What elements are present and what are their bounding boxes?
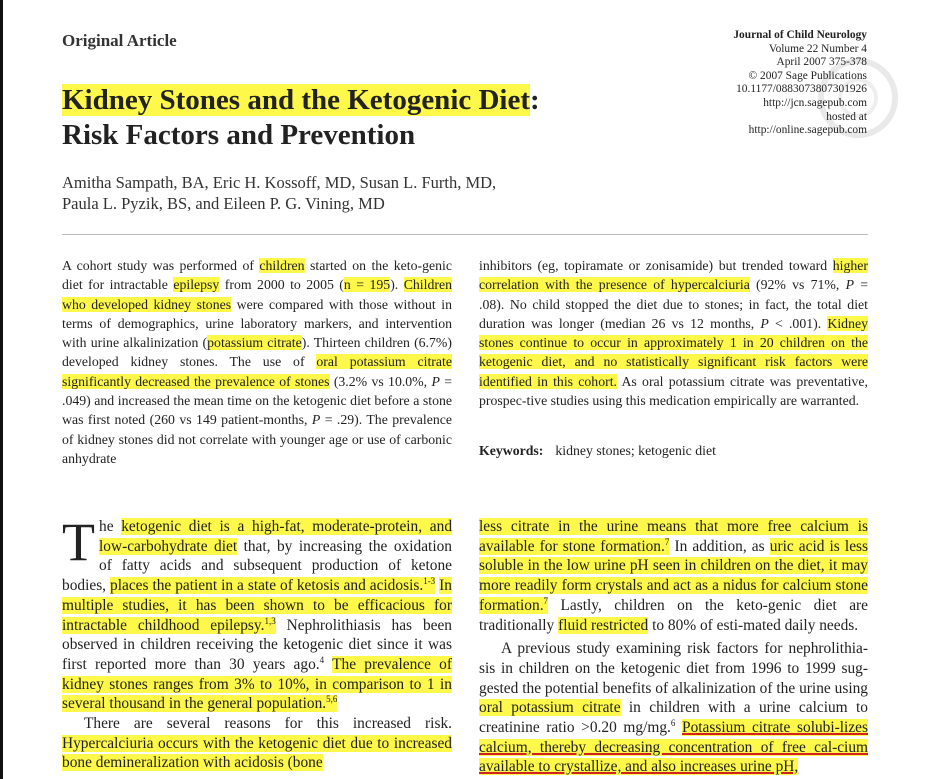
abstract-text: As oral potassium citrate was preventative, prospec-tive studies using this medication empirically are warranted. [479, 373, 868, 409]
body-text: uric acid is less soluble in the low urine pH seen in children on the diet, it may more readily form crystals and act as a nidus for calcium stone formation. [479, 537, 868, 614]
body-text: that, by increasing the oxidation of fatty acids and subsequent production of ketone bodies, [62, 537, 452, 595]
journal-doi: 10.1177/0883073807301926 [736, 83, 867, 96]
journal-hosted-label: hosted at [826, 110, 867, 123]
highlight-stone-children: Children who developed kidney stones [62, 277, 452, 312]
journal-volume: Volume 22 Number 4 [768, 42, 867, 55]
section-label: Original Article [62, 31, 177, 50]
abstract-text: inhibitors (eg, topiramate or zonisamide) but trended toward [479, 258, 833, 273]
body-text: places the patient in a state of ketosis and acidosis. [110, 577, 424, 595]
authors-line-1: Amitha Sampath, BA, Eric H. Kossoff, MD, Susan L. Furth, MD, [62, 173, 497, 192]
title-line-1: Kidney Stones and the Ketogenic Diet [62, 84, 531, 116]
keywords [479, 443, 716, 459]
body-text [324, 656, 332, 673]
abstract-text: started on the keto-genic diet for intractable [62, 258, 452, 293]
abstract-right-column [479, 256, 868, 410]
highlight-citrate-effect: oral potassium citrate significantly decreased the prevalence of stones [62, 354, 452, 389]
keywords-value: kidney stones; ketogenic diet [555, 443, 716, 458]
highlight-sample-size: n = 195 [343, 277, 391, 293]
highlight-hypercalciuria: higher correlation with the presence of hypercalciuria [479, 258, 868, 293]
citation: 4 [319, 654, 325, 665]
citation: 5,6 [326, 694, 338, 705]
citation: 7 [543, 595, 549, 606]
article-title [62, 83, 540, 153]
body-text: In multiple studies, it has been shown to be efficacious for intractable childhood epilepsy. [62, 577, 452, 634]
body-left-column [62, 512, 453, 773]
journal-online-url[interactable]: http://online.sagepub.com [748, 124, 867, 137]
abstract-text: were compared with those without in terms of demographics, urine laboratory markers, and intervention with urine alkalinization ( [62, 296, 452, 351]
abstract-text: (3.2% vs 10.0%, [329, 373, 432, 389]
abstract-text: < .001). [768, 315, 828, 331]
highlight-conclusion: Kidney stones continue to occur in approximately 1 in 20 children on the ketogenic diet, and no statistically significant risk factors were identified in this cohort. [479, 315, 868, 389]
body-text: Nephrolithiasis has been observed in children receiving the ketogenic diet since it was first reported more than 30 years ago. [62, 616, 452, 673]
journal-copyright: © 2007 Sage Publications [748, 69, 867, 82]
body-text: There are several reasons for this increased risk. [84, 715, 452, 733]
citation: 7 [664, 536, 670, 547]
body-text: In addition, as [669, 537, 770, 555]
abstract-text: = .29). The prevalence of kidney stones did not correlate with younger age or use of carbonic anhydrate [62, 412, 453, 466]
abstract-text: ). [390, 277, 404, 293]
body-right-column [479, 517, 868, 777]
p-symbol: P [845, 277, 854, 293]
body-text: Lastly, children on the keto-genic diet are traditionally [479, 596, 868, 634]
citation: 6 [670, 717, 676, 728]
abstract-divider [62, 234, 868, 235]
p-symbol: P [431, 373, 440, 389]
body-text: he [99, 518, 122, 535]
keywords-label: Keywords: [479, 443, 544, 458]
highlight-citrate-mechanism: Potassium citrate solubi-lizes calcium, thereby decreasing concentration of free cal-cium available to crystallize, and also increases urine pH, [479, 719, 868, 776]
abstract-left-column [62, 256, 452, 468]
body-text: A previous study examining risk factors for nephrolithia-sis in children on the ketogenic diet from 1996 to 1999 sug-gested the potential benefits of alkalinization of the urine using [479, 640, 868, 697]
citation: 1-3 [423, 575, 436, 586]
body-text: in children with a urine calcium to creatinine ratio >0.20 mg/mg. [479, 699, 868, 737]
highlight-potassium-citrate: potassium citrate [207, 335, 302, 351]
citation: 1,3 [264, 615, 276, 626]
highlight-epilepsy: epilepsy [173, 277, 220, 293]
highlight-diet-definition: ketogenic diet is a high-fat, moderate-protein, and low-carbohydrate diet [99, 518, 453, 555]
p-symbol: P [311, 412, 321, 428]
highlight-children: children [259, 258, 305, 273]
abstract-text: = .049) and increased the mean time on the ketogenic diet before a stone was first noted (260 vs 149 patient-months, [62, 373, 452, 428]
body-text: The prevalence of kidney stones ranges from 3% to 10%, in comparison to 1 in several thousand in the general population. [62, 655, 452, 713]
journal-url[interactable]: http://jcn.sagepub.com [763, 96, 867, 109]
page-edge-rule [0, 0, 3, 779]
journal-name: Journal of Child Neurology [733, 29, 867, 41]
abstract-text: (92% vs 71%, [749, 277, 846, 293]
abstract-text: A cohort study was performed of [62, 258, 260, 273]
drop-cap: T [62, 512, 95, 572]
highlight-oral-potassium-citrate: oral potassium citrate [479, 699, 621, 717]
journal-info [733, 29, 867, 138]
highlight-ketosis [110, 577, 435, 594]
body-text: to 80% of esti-mated daily needs. [648, 616, 859, 634]
title-line-2: Risk Factors and Prevention [62, 119, 416, 151]
abstract-text: ). Thirteen children (6.7%) developed kidney stones. The use of [62, 335, 452, 370]
abstract-text: = .08). No child stopped the diet due to stones; in fact, the total diet duration was longer (median 26 vs 12 months, [479, 277, 868, 331]
authors-line-2: Paula L. Pyzik, BS, and Eileen P. G. Vining, MD [62, 194, 385, 213]
highlight-hypercalciuria-cause: Hypercalciuria occurs with the ketogenic diet due to increased bone demineralization with acidosis (bone [62, 734, 452, 772]
author-list [62, 172, 496, 214]
p-symbol: P [760, 315, 769, 331]
body-text: less citrate in the urine means that more free calcium is available for stone formation. [479, 518, 868, 555]
title-colon: : [530, 84, 540, 116]
journal-issue-pages: April 2007 375-378 [776, 56, 867, 69]
highlight-fluid-restricted: fluid restricted [558, 616, 649, 634]
abstract-text: from 2000 to 2005 ( [219, 277, 344, 293]
